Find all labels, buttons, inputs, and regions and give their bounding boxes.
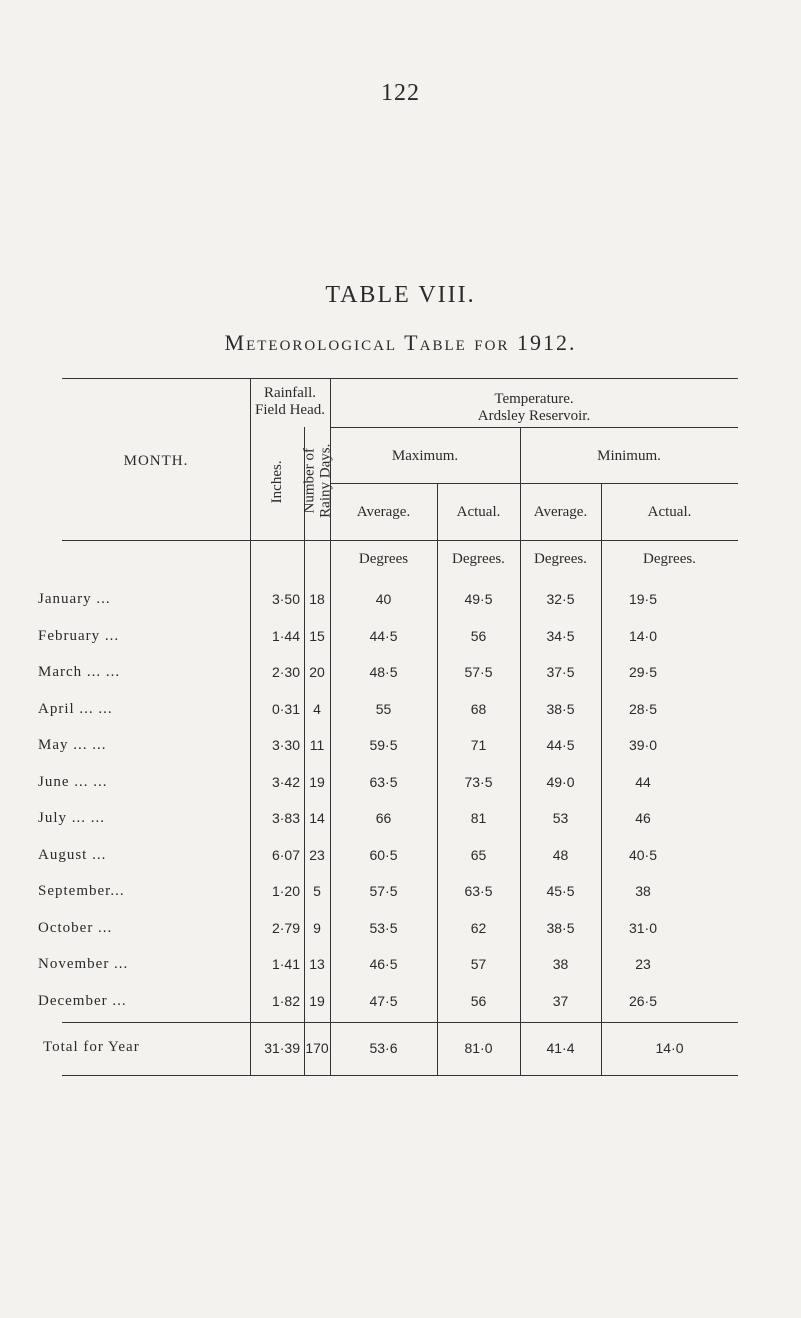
total-min-actual: 14·0	[655, 1040, 684, 1056]
row-month: January ...	[38, 591, 111, 607]
row-rainy-days: 4	[313, 701, 321, 717]
row-inches: 1·44	[271, 628, 300, 644]
row-rainy-days: 19	[309, 774, 325, 790]
row-min-actual: 28·5	[628, 701, 658, 717]
min-average-header: Average.	[533, 504, 588, 520]
row-max-average: 59·5	[369, 737, 398, 753]
row-min-actual: 46	[635, 810, 651, 826]
row-max-actual: 68	[470, 701, 487, 717]
row-max-average: 40	[375, 591, 392, 607]
maxmin-subheader-rule	[330, 483, 738, 484]
total-inches: 31·39	[264, 1040, 300, 1056]
row-min-average: 37	[552, 993, 569, 1009]
inches-header: Inches.	[269, 460, 286, 504]
total-max-average: 53·6	[369, 1040, 398, 1056]
row-min-average: 49·0	[546, 774, 575, 790]
row-max-actual: 57·5	[464, 664, 493, 680]
row-max-average: 47·5	[369, 993, 398, 1009]
total-label: Total for Year	[43, 1039, 140, 1055]
row-inches: 1·82	[271, 993, 300, 1009]
row-inches: 2·30	[271, 664, 300, 680]
row-min-average: 45·5	[546, 883, 575, 899]
minimum-header: Minimum.	[597, 448, 661, 464]
row-month: December ...	[38, 993, 127, 1009]
row-max-average: 66	[375, 810, 392, 826]
total-days: 170	[305, 1040, 329, 1056]
page-number: 122	[381, 80, 420, 106]
row-month: August ...	[38, 847, 107, 863]
row-max-average: 55	[375, 701, 392, 717]
row-max-actual: 63·5	[464, 883, 493, 899]
row-min-actual: 39·0	[628, 737, 658, 753]
row-month: March ... ...	[38, 664, 121, 680]
row-rainy-days: 5	[313, 883, 321, 899]
row-rainy-days: 18	[309, 591, 325, 607]
table-title: TABLE VIII.	[325, 282, 476, 308]
row-max-actual: 56	[470, 993, 487, 1009]
row-max-actual: 49·5	[464, 591, 493, 607]
row-inches: 3·30	[271, 737, 300, 753]
row-min-average: 38	[552, 956, 569, 972]
row-rainy-days: 9	[313, 920, 321, 936]
row-month: October ...	[38, 920, 113, 936]
row-inches: 3·50	[271, 591, 300, 607]
row-inches: 0·31	[271, 701, 300, 717]
row-max-actual: 57	[470, 956, 487, 972]
row-min-actual: 14·0	[628, 628, 658, 644]
row-month: July ... ...	[38, 810, 106, 826]
row-inches: 3·83	[271, 810, 300, 826]
row-min-actual: 38	[635, 883, 651, 899]
total-min-average: 41·4	[546, 1040, 575, 1056]
min-actual-header: Actual.	[647, 504, 692, 520]
row-rainy-days: 14	[309, 810, 325, 826]
max-actual-header: Actual.	[456, 504, 501, 520]
month-header: MONTH.	[123, 453, 189, 469]
row-inches: 3·42	[271, 774, 300, 790]
maximum-header: Maximum.	[391, 448, 459, 464]
temperature-header: Temperature. Ardsley Reservoir.	[477, 391, 591, 424]
total-top-rule	[62, 1022, 738, 1023]
row-month: February ...	[38, 628, 120, 644]
max-average-header: Average.	[356, 504, 411, 520]
rainfall-header: Rainfall. Field Head.	[255, 385, 325, 418]
row-min-actual: 40·5	[628, 847, 658, 863]
row-month: June ... ...	[38, 774, 108, 790]
row-min-actual: 23	[635, 956, 651, 972]
unit-label: Degrees.	[534, 551, 587, 567]
row-rainy-days: 15	[309, 628, 325, 644]
temperature-header-rule	[330, 427, 738, 428]
row-min-actual: 19·5	[628, 591, 658, 607]
row-min-actual: 44	[635, 774, 651, 790]
row-inches: 1·41	[271, 956, 300, 972]
row-max-actual: 81	[470, 810, 487, 826]
table-bottom-rule	[62, 1075, 738, 1076]
row-month: May ... ...	[38, 737, 107, 753]
row-rainy-days: 11	[309, 737, 325, 753]
row-max-actual: 71	[470, 737, 487, 753]
row-rainy-days: 13	[309, 956, 325, 972]
row-max-average: 63·5	[369, 774, 398, 790]
total-max-actual: 81·0	[464, 1040, 493, 1056]
unit-label: Degrees	[358, 551, 409, 567]
row-min-average: 32·5	[546, 591, 575, 607]
row-inches: 2·79	[271, 920, 300, 936]
row-min-average: 38·5	[546, 920, 575, 936]
row-min-actual: 29·5	[628, 664, 658, 680]
row-min-average: 48	[552, 847, 569, 863]
row-min-average: 37·5	[546, 664, 575, 680]
header-bottom-rule	[62, 540, 738, 541]
row-max-actual: 62	[470, 920, 487, 936]
row-rainy-days: 23	[309, 847, 325, 863]
table-top-rule	[62, 378, 738, 379]
row-max-actual: 73·5	[464, 774, 493, 790]
row-max-average: 46·5	[369, 956, 398, 972]
row-min-average: 44·5	[546, 737, 575, 753]
row-rainy-days: 19	[309, 993, 325, 1009]
row-max-average: 60·5	[369, 847, 398, 863]
row-max-actual: 65	[470, 847, 487, 863]
row-inches: 6·07	[271, 847, 300, 863]
rainy-days-header: Number of Rainy Days.	[301, 443, 333, 518]
unit-label: Degrees.	[643, 551, 696, 567]
row-max-average: 48·5	[369, 664, 398, 680]
row-min-average: 34·5	[546, 628, 575, 644]
row-rainy-days: 20	[309, 664, 325, 680]
row-max-average: 53·5	[369, 920, 398, 936]
row-min-actual: 26·5	[628, 993, 658, 1009]
row-max-actual: 56	[470, 628, 487, 644]
row-inches: 1·20	[271, 883, 300, 899]
row-min-average: 38·5	[546, 701, 575, 717]
row-month: November ...	[38, 956, 129, 972]
row-min-average: 53	[552, 810, 569, 826]
row-month: September...	[38, 883, 125, 899]
row-month: April ... ...	[38, 701, 113, 717]
row-max-average: 57·5	[369, 883, 398, 899]
row-min-actual: 31·0	[628, 920, 658, 936]
table-subtitle: Meteorological Table for 1912.	[224, 330, 577, 355]
row-max-average: 44·5	[369, 628, 398, 644]
unit-label: Degrees.	[452, 551, 505, 567]
